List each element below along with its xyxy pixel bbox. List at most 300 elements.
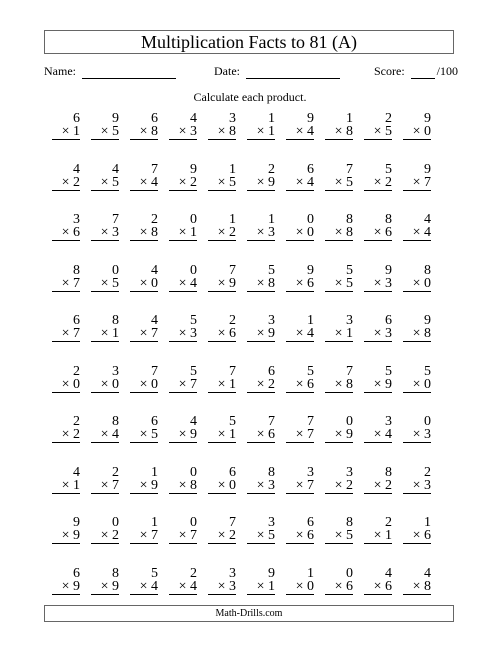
multiplicand: 5 bbox=[385, 161, 392, 177]
multiplier: × 0 bbox=[52, 378, 80, 393]
multiplicand: 9 bbox=[307, 262, 314, 278]
multiplicand: 6 bbox=[268, 363, 275, 379]
multiplicand: 4 bbox=[424, 565, 431, 581]
multiplicand: 8 bbox=[268, 464, 275, 480]
multiplier: × 5 bbox=[91, 277, 119, 292]
multiplier: × 0 bbox=[403, 378, 431, 393]
multiplier: × 8 bbox=[130, 226, 158, 241]
problem bbox=[52, 516, 80, 544]
multiplier: × 8 bbox=[247, 277, 275, 292]
problem bbox=[169, 314, 197, 342]
multiplier: × 2 bbox=[247, 378, 275, 393]
multiplicand: 9 bbox=[385, 262, 392, 278]
multiplier: × 2 bbox=[52, 176, 80, 191]
multiplier: × 3 bbox=[247, 479, 275, 494]
multiplicand: 3 bbox=[229, 565, 236, 581]
multiplicand: 0 bbox=[190, 212, 197, 227]
problem bbox=[52, 415, 80, 443]
problem bbox=[91, 213, 119, 241]
multiplicand: 5 bbox=[307, 363, 314, 379]
multiplicand: 7 bbox=[346, 363, 353, 379]
name-label: Name: bbox=[44, 64, 76, 78]
problem bbox=[130, 516, 158, 544]
multiplier: × 7 bbox=[130, 529, 158, 544]
problem bbox=[325, 567, 353, 595]
multiplier: × 9 bbox=[247, 176, 275, 191]
problem bbox=[130, 112, 158, 140]
multiplier: × 4 bbox=[169, 277, 197, 292]
problem bbox=[208, 415, 236, 443]
multiplicand: 3 bbox=[229, 111, 236, 126]
problem bbox=[91, 415, 119, 443]
problem bbox=[208, 314, 236, 342]
problem bbox=[364, 213, 392, 241]
multiplicand: 8 bbox=[112, 414, 119, 429]
multiplier: × 6 bbox=[286, 277, 314, 292]
multiplier: × 1 bbox=[208, 428, 236, 443]
multiplicand: 1 bbox=[268, 111, 275, 126]
multiplicand: 0 bbox=[112, 515, 119, 530]
multiplicand: 7 bbox=[112, 212, 119, 227]
multiplicand: 5 bbox=[190, 363, 197, 379]
multiplicand: 8 bbox=[112, 313, 119, 328]
multiplicand: 9 bbox=[112, 111, 119, 126]
multiplicand: 8 bbox=[346, 212, 353, 227]
multiplicand: 2 bbox=[385, 515, 392, 530]
problem bbox=[325, 163, 353, 191]
multiplier: × 4 bbox=[130, 176, 158, 191]
multiplier: × 5 bbox=[91, 176, 119, 191]
problem bbox=[247, 163, 275, 191]
multiplier: × 6 bbox=[247, 428, 275, 443]
multiplier: × 6 bbox=[364, 580, 392, 595]
problem bbox=[52, 466, 80, 494]
multiplier: × 2 bbox=[208, 529, 236, 544]
multiplicand: 2 bbox=[424, 464, 431, 480]
problem bbox=[91, 163, 119, 191]
multiplicand: 5 bbox=[268, 262, 275, 278]
problem bbox=[286, 213, 314, 241]
multiplier: × 1 bbox=[169, 226, 197, 241]
multiplier: × 8 bbox=[325, 226, 353, 241]
multiplier: × 6 bbox=[325, 580, 353, 595]
multiplicand: 4 bbox=[151, 313, 158, 328]
problem bbox=[169, 213, 197, 241]
multiplier: × 9 bbox=[169, 428, 197, 443]
multiplier: × 3 bbox=[403, 428, 431, 443]
multiplicand: 2 bbox=[112, 464, 119, 480]
problem bbox=[208, 112, 236, 140]
multiplier: × 5 bbox=[325, 529, 353, 544]
multiplicand: 5 bbox=[346, 262, 353, 278]
multiplier: × 4 bbox=[130, 580, 158, 595]
multiplicand: 2 bbox=[229, 313, 236, 328]
multiplicand: 3 bbox=[385, 414, 392, 429]
problem bbox=[364, 264, 392, 292]
multiplier: × 3 bbox=[247, 226, 275, 241]
multiplier: × 2 bbox=[364, 176, 392, 191]
multiplicand: 2 bbox=[190, 565, 197, 581]
multiplicand: 1 bbox=[151, 464, 158, 480]
multiplicand: 2 bbox=[385, 111, 392, 126]
multiplicand: 0 bbox=[424, 414, 431, 429]
problem bbox=[403, 213, 431, 241]
problem bbox=[130, 264, 158, 292]
multiplicand: 7 bbox=[307, 414, 314, 429]
problem bbox=[169, 163, 197, 191]
instructions: Calculate each product. bbox=[193, 90, 307, 104]
multiplier: × 7 bbox=[91, 479, 119, 494]
problem bbox=[325, 213, 353, 241]
multiplicand: 0 bbox=[307, 212, 314, 227]
multiplier: × 6 bbox=[286, 378, 314, 393]
multiplier: × 0 bbox=[286, 580, 314, 595]
multiplier: × 3 bbox=[403, 479, 431, 494]
multiplier: × 9 bbox=[52, 529, 80, 544]
multiplicand: 6 bbox=[307, 515, 314, 530]
multiplicand: 6 bbox=[73, 565, 80, 581]
problem bbox=[403, 264, 431, 292]
multiplicand: 3 bbox=[307, 464, 314, 480]
multiplier: × 3 bbox=[169, 327, 197, 342]
multiplier: × 4 bbox=[91, 428, 119, 443]
problem bbox=[130, 365, 158, 393]
multiplicand: 8 bbox=[346, 515, 353, 530]
problem bbox=[247, 365, 275, 393]
multiplier: × 9 bbox=[364, 378, 392, 393]
multiplier: × 1 bbox=[91, 327, 119, 342]
problem bbox=[208, 516, 236, 544]
problem bbox=[364, 466, 392, 494]
multiplier: × 9 bbox=[130, 479, 158, 494]
multiplicand: 9 bbox=[424, 161, 431, 177]
multiplicand: 7 bbox=[346, 161, 353, 177]
multiplicand: 1 bbox=[307, 565, 314, 581]
problem bbox=[91, 516, 119, 544]
multiplier: × 6 bbox=[208, 327, 236, 342]
problem bbox=[52, 112, 80, 140]
problem bbox=[130, 415, 158, 443]
multiplier: × 3 bbox=[364, 277, 392, 292]
problem bbox=[130, 314, 158, 342]
problem bbox=[325, 264, 353, 292]
multiplicand: 8 bbox=[73, 262, 80, 278]
multiplier: × 7 bbox=[130, 327, 158, 342]
problem bbox=[208, 163, 236, 191]
multiplier: × 7 bbox=[169, 529, 197, 544]
multiplicand: 2 bbox=[73, 414, 80, 429]
problem bbox=[247, 314, 275, 342]
multiplier: × 8 bbox=[325, 125, 353, 140]
multiplier: × 1 bbox=[247, 580, 275, 595]
multiplicand: 2 bbox=[151, 212, 158, 227]
multiplier: × 6 bbox=[52, 226, 80, 241]
multiplier: × 9 bbox=[208, 277, 236, 292]
multiplier: × 8 bbox=[169, 479, 197, 494]
multiplicand: 0 bbox=[112, 262, 119, 278]
multiplicand: 4 bbox=[385, 565, 392, 581]
multiplicand: 0 bbox=[190, 464, 197, 480]
multiplier: × 7 bbox=[52, 277, 80, 292]
problem bbox=[286, 264, 314, 292]
multiplier: × 4 bbox=[169, 580, 197, 595]
multiplicand: 2 bbox=[268, 161, 275, 177]
problem bbox=[364, 112, 392, 140]
multiplier: × 0 bbox=[403, 125, 431, 140]
multiplicand: 7 bbox=[229, 262, 236, 278]
problem bbox=[325, 112, 353, 140]
multiplier: × 2 bbox=[91, 529, 119, 544]
problem bbox=[91, 112, 119, 140]
multiplier: × 8 bbox=[403, 580, 431, 595]
multiplier: × 4 bbox=[403, 226, 431, 241]
multiplicand: 6 bbox=[151, 111, 158, 126]
problem bbox=[403, 516, 431, 544]
multiplier: × 4 bbox=[364, 428, 392, 443]
problem bbox=[247, 264, 275, 292]
problem bbox=[286, 415, 314, 443]
footer bbox=[44, 605, 454, 622]
problem bbox=[130, 567, 158, 595]
multiplicand: 1 bbox=[229, 161, 236, 177]
problem bbox=[208, 213, 236, 241]
multiplicand: 7 bbox=[229, 515, 236, 530]
multiplicand: 7 bbox=[268, 414, 275, 429]
problem bbox=[169, 415, 197, 443]
multiplicand: 1 bbox=[151, 515, 158, 530]
problem bbox=[364, 516, 392, 544]
problem bbox=[325, 415, 353, 443]
multiplicand: 6 bbox=[229, 464, 236, 480]
multiplier: × 3 bbox=[208, 580, 236, 595]
problem bbox=[52, 314, 80, 342]
multiplier: × 0 bbox=[286, 226, 314, 241]
problem bbox=[403, 466, 431, 494]
multiplicand: 4 bbox=[112, 161, 119, 177]
problem bbox=[130, 213, 158, 241]
multiplicand: 3 bbox=[112, 363, 119, 379]
problem bbox=[169, 365, 197, 393]
multiplier: × 1 bbox=[247, 125, 275, 140]
problem bbox=[91, 365, 119, 393]
multiplier: × 7 bbox=[169, 378, 197, 393]
problem bbox=[169, 466, 197, 494]
multiplier: × 5 bbox=[364, 125, 392, 140]
multiplier: × 0 bbox=[91, 378, 119, 393]
problem bbox=[364, 163, 392, 191]
multiplicand: 5 bbox=[424, 363, 431, 379]
problem bbox=[91, 466, 119, 494]
multiplier: × 2 bbox=[364, 479, 392, 494]
multiplicand: 8 bbox=[385, 212, 392, 227]
date-label: Date: bbox=[214, 64, 240, 78]
multiplicand: 4 bbox=[190, 414, 197, 429]
problem bbox=[208, 567, 236, 595]
multiplier: × 9 bbox=[325, 428, 353, 443]
multiplier: × 4 bbox=[286, 327, 314, 342]
multiplier: × 7 bbox=[52, 327, 80, 342]
multiplicand: 5 bbox=[385, 363, 392, 379]
multiplier: × 8 bbox=[325, 378, 353, 393]
problem bbox=[325, 314, 353, 342]
multiplier: × 4 bbox=[286, 125, 314, 140]
problem bbox=[247, 567, 275, 595]
multiplicand: 0 bbox=[190, 515, 197, 530]
multiplicand: 8 bbox=[424, 262, 431, 278]
multiplier: × 8 bbox=[403, 327, 431, 342]
multiplier: × 2 bbox=[325, 479, 353, 494]
multiplier: × 8 bbox=[208, 125, 236, 140]
problem bbox=[364, 567, 392, 595]
multiplicand: 4 bbox=[73, 161, 80, 177]
multiplicand: 6 bbox=[73, 313, 80, 328]
problem bbox=[247, 112, 275, 140]
multiplicand: 2 bbox=[73, 363, 80, 379]
multiplier: × 1 bbox=[325, 327, 353, 342]
multiplicand: 6 bbox=[73, 111, 80, 126]
multiplicand: 5 bbox=[151, 565, 158, 581]
multiplicand: 9 bbox=[424, 313, 431, 328]
multiplicand: 9 bbox=[73, 515, 80, 530]
multiplicand: 4 bbox=[73, 464, 80, 480]
multiplier: × 1 bbox=[208, 378, 236, 393]
problem bbox=[169, 112, 197, 140]
multiplicand: 0 bbox=[190, 262, 197, 278]
problem bbox=[403, 415, 431, 443]
multiplicand: 4 bbox=[151, 262, 158, 278]
multiplier: × 9 bbox=[52, 580, 80, 595]
problem bbox=[208, 365, 236, 393]
multiplicand: 7 bbox=[151, 161, 158, 177]
multiplier: × 7 bbox=[286, 479, 314, 494]
problem bbox=[169, 567, 197, 595]
problem bbox=[91, 264, 119, 292]
problem bbox=[403, 163, 431, 191]
multiplicand: 5 bbox=[190, 313, 197, 328]
problem bbox=[247, 415, 275, 443]
multiplicand: 8 bbox=[112, 565, 119, 581]
problem bbox=[52, 163, 80, 191]
multiplicand: 3 bbox=[346, 313, 353, 328]
multiplicand: 0 bbox=[346, 565, 353, 581]
multiplicand: 5 bbox=[229, 414, 236, 429]
problem bbox=[169, 264, 197, 292]
multiplier: × 0 bbox=[208, 479, 236, 494]
multiplier: × 4 bbox=[286, 176, 314, 191]
multiplier: × 5 bbox=[325, 277, 353, 292]
multiplicand: 3 bbox=[73, 212, 80, 227]
multiplier: × 8 bbox=[130, 125, 158, 140]
multiplicand: 8 bbox=[385, 464, 392, 480]
problem bbox=[208, 264, 236, 292]
problem bbox=[325, 365, 353, 393]
multiplicand: 1 bbox=[424, 515, 431, 530]
multiplier: × 9 bbox=[91, 580, 119, 595]
problem bbox=[286, 516, 314, 544]
multiplicand: 1 bbox=[229, 212, 236, 227]
problem bbox=[325, 516, 353, 544]
multiplier: × 0 bbox=[130, 378, 158, 393]
problem bbox=[130, 466, 158, 494]
problem bbox=[286, 314, 314, 342]
problem bbox=[52, 264, 80, 292]
multiplier: × 3 bbox=[364, 327, 392, 342]
multiplier: × 2 bbox=[52, 428, 80, 443]
multiplier: × 6 bbox=[403, 529, 431, 544]
problem bbox=[364, 415, 392, 443]
problem bbox=[286, 466, 314, 494]
multiplier: × 7 bbox=[403, 176, 431, 191]
score-label: Score: bbox=[374, 64, 405, 78]
multiplier: × 0 bbox=[403, 277, 431, 292]
problem bbox=[91, 314, 119, 342]
problem bbox=[169, 516, 197, 544]
footer-text: Math-Drills.com bbox=[215, 608, 283, 619]
multiplier: × 2 bbox=[208, 226, 236, 241]
problem bbox=[286, 163, 314, 191]
multiplicand: 1 bbox=[307, 313, 314, 328]
score-total: /100 bbox=[436, 64, 458, 78]
problem bbox=[364, 365, 392, 393]
multiplicand: 1 bbox=[346, 111, 353, 126]
multiplicand: 3 bbox=[268, 313, 275, 328]
multiplier: × 3 bbox=[169, 125, 197, 140]
multiplier: × 5 bbox=[91, 125, 119, 140]
multiplicand: 3 bbox=[268, 515, 275, 530]
problem bbox=[286, 567, 314, 595]
multiplicand: 7 bbox=[151, 363, 158, 379]
multiplicand: 4 bbox=[424, 212, 431, 227]
problem bbox=[91, 567, 119, 595]
multiplier: × 9 bbox=[247, 327, 275, 342]
multiplier: × 5 bbox=[247, 529, 275, 544]
multiplicand: 7 bbox=[229, 363, 236, 379]
problem bbox=[247, 466, 275, 494]
multiplicand: 4 bbox=[190, 111, 197, 126]
problem bbox=[286, 365, 314, 393]
multiplier: × 1 bbox=[52, 479, 80, 494]
multiplicand: 3 bbox=[346, 464, 353, 480]
multiplier: × 5 bbox=[325, 176, 353, 191]
problem bbox=[208, 466, 236, 494]
multiplier: × 0 bbox=[130, 277, 158, 292]
multiplier: × 6 bbox=[364, 226, 392, 241]
multiplicand: 9 bbox=[190, 161, 197, 177]
problem bbox=[403, 314, 431, 342]
multiplicand: 1 bbox=[268, 212, 275, 227]
problem bbox=[286, 112, 314, 140]
multiplier: × 5 bbox=[208, 176, 236, 191]
multiplicand: 0 bbox=[346, 414, 353, 429]
problem bbox=[247, 516, 275, 544]
multiplicand: 6 bbox=[385, 313, 392, 328]
multiplicand: 9 bbox=[268, 565, 275, 581]
problem bbox=[52, 213, 80, 241]
multiplier: × 6 bbox=[286, 529, 314, 544]
problem bbox=[247, 213, 275, 241]
problem bbox=[364, 314, 392, 342]
multiplier: × 5 bbox=[130, 428, 158, 443]
multiplicand: 6 bbox=[151, 414, 158, 429]
problem bbox=[325, 466, 353, 494]
problem bbox=[403, 365, 431, 393]
multiplicand: 9 bbox=[424, 111, 431, 126]
problem bbox=[403, 567, 431, 595]
multiplier: × 1 bbox=[364, 529, 392, 544]
problem bbox=[52, 567, 80, 595]
multiplicand: 6 bbox=[307, 161, 314, 177]
title-text: Multiplication Facts to 81 (A) bbox=[141, 31, 357, 52]
